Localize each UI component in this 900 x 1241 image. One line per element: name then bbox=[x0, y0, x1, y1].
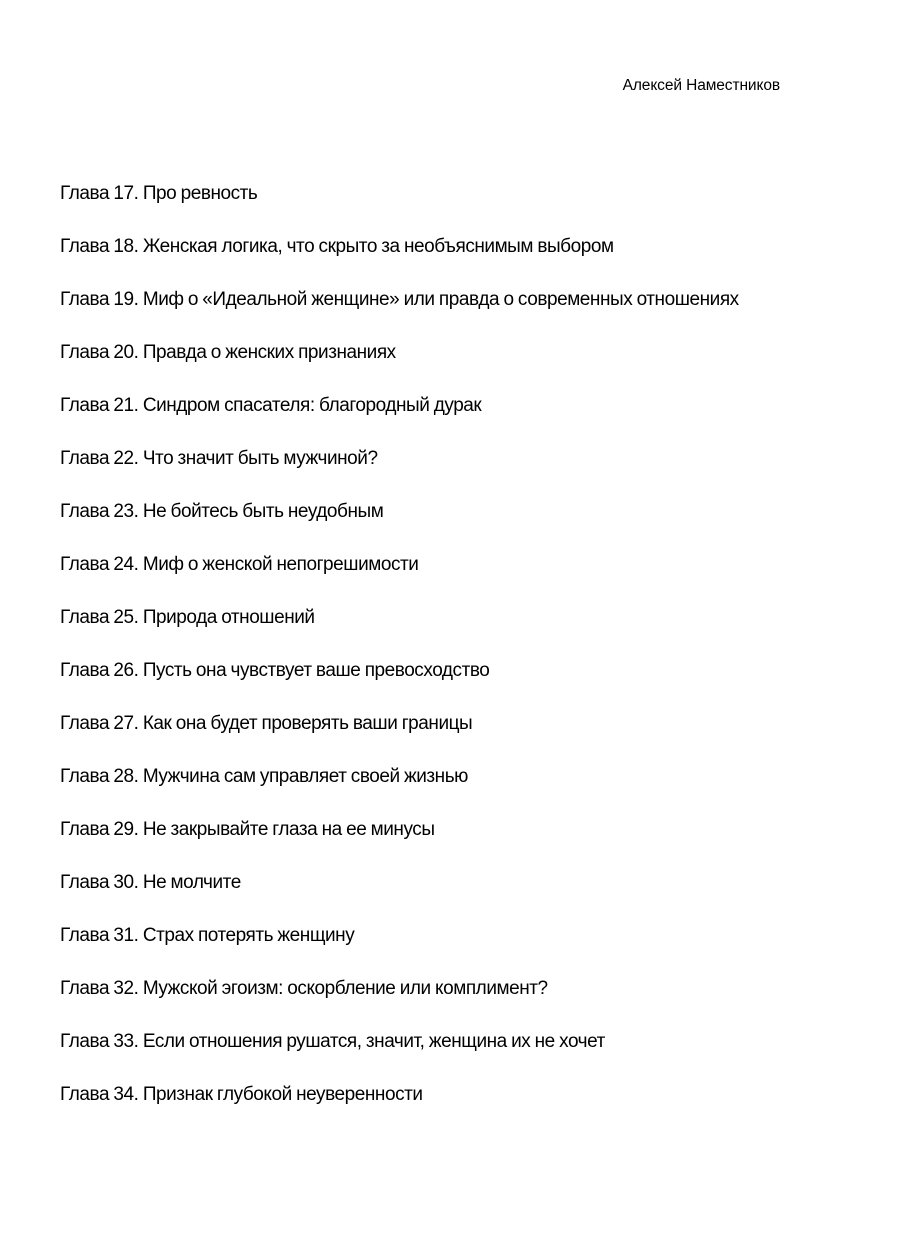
chapter-number: Глава 30. bbox=[60, 872, 139, 893]
chapter-title: Женская логика, что скрыто за необъяснимым выбором bbox=[142, 236, 614, 257]
chapter-number: Глава 28. bbox=[60, 766, 139, 787]
toc-item-chapter-30 bbox=[60, 867, 760, 899]
chapter-title: Если отношения рушатся, значит, женщина их не хочет bbox=[142, 1031, 605, 1052]
chapter-title: Как она будет проверять ваши границы bbox=[142, 713, 473, 734]
toc-item-chapter-21 bbox=[60, 390, 760, 422]
chapter-title: Не бойтесь быть неудобным bbox=[142, 501, 384, 522]
chapter-title: Мужчина сам управляет своей жизнью bbox=[142, 766, 468, 787]
chapter-number: Глава 23. bbox=[60, 501, 139, 522]
chapter-title: Страх потерять женщину bbox=[142, 925, 355, 946]
toc-item-chapter-29 bbox=[60, 814, 760, 846]
chapter-title: Что значит быть мужчиной? bbox=[142, 448, 378, 469]
chapter-title: Природа отношений bbox=[142, 607, 315, 628]
chapter-number: Глава 34. bbox=[60, 1084, 139, 1105]
toc-item-chapter-19 bbox=[60, 284, 740, 316]
chapter-number: Глава 18. bbox=[60, 236, 139, 257]
chapter-title: Не молчите bbox=[142, 872, 241, 893]
toc-item-chapter-34 bbox=[60, 1079, 760, 1111]
chapter-number: Глава 25. bbox=[60, 607, 139, 628]
toc-item-chapter-20 bbox=[60, 337, 760, 369]
chapter-number: Глава 24. bbox=[60, 554, 139, 575]
toc-item-chapter-17 bbox=[60, 178, 760, 210]
toc-item-chapter-28 bbox=[60, 761, 760, 793]
chapter-number: Глава 22. bbox=[60, 448, 139, 469]
toc-item-chapter-31 bbox=[60, 920, 760, 952]
chapter-title: Про ревность bbox=[142, 183, 258, 204]
chapter-number: Глава 33. bbox=[60, 1031, 139, 1052]
toc-item-chapter-23 bbox=[60, 496, 760, 528]
toc-item-chapter-27 bbox=[60, 708, 760, 740]
toc-item-chapter-26 bbox=[60, 655, 760, 687]
toc-item-chapter-18 bbox=[60, 231, 760, 263]
toc-item-chapter-25 bbox=[60, 602, 760, 634]
chapter-number: Глава 21. bbox=[60, 395, 139, 416]
chapter-title: Правда о женских признаниях bbox=[142, 342, 396, 363]
table-of-contents bbox=[60, 178, 760, 1132]
toc-item-chapter-32 bbox=[60, 973, 760, 1005]
toc-item-chapter-24 bbox=[60, 549, 760, 581]
chapter-number: Глава 17. bbox=[60, 183, 139, 204]
chapter-number: Глава 26. bbox=[60, 660, 139, 681]
chapter-title: Признак глубокой неуверенности bbox=[142, 1084, 423, 1105]
chapter-number: Глава 32. bbox=[60, 978, 139, 999]
toc-item-chapter-22 bbox=[60, 443, 760, 475]
chapter-title: Мужской эгоизм: оскорбление или комплимент? bbox=[142, 978, 548, 999]
toc-item-chapter-33 bbox=[60, 1026, 760, 1058]
chapter-number: Глава 27. bbox=[60, 713, 139, 734]
chapter-number: Глава 20. bbox=[60, 342, 139, 363]
chapter-title: Синдром спасателя: благородный дурак bbox=[142, 395, 482, 416]
chapter-number: Глава 31. bbox=[60, 925, 139, 946]
chapter-number: Глава 19. bbox=[60, 289, 139, 310]
author-header: Алексей Наместников bbox=[622, 77, 780, 94]
chapter-title: Не закрывайте глаза на ее минусы bbox=[142, 819, 435, 840]
chapter-title: Пусть она чувствует ваше превосходство bbox=[142, 660, 490, 681]
chapter-title: Миф о женской непогрешимости bbox=[142, 554, 419, 575]
chapter-number: Глава 29. bbox=[60, 819, 139, 840]
chapter-title: Миф о «Идеальной женщине» или правда о современных отношениях bbox=[142, 289, 739, 310]
